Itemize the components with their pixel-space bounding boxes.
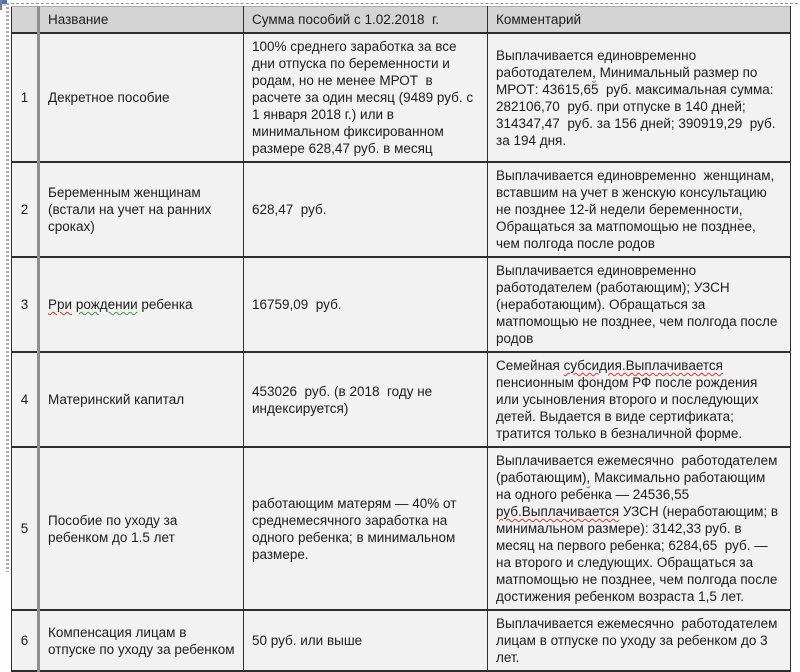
cell-text: Выплачивается единовременно женщинам, вставшим на учет в женскую консультацию не позднее 12-й недели беременности <box>496 168 779 217</box>
benefit-sum-cell[interactable] <box>244 352 488 447</box>
spellcheck-red-text: Рри <box>48 297 73 312</box>
benefit-sum-cell[interactable] <box>244 162 488 257</box>
cell-text: УЗСН (неработающим; в минимальном размере): 3142,33 руб. в месяц на первого ребенка; 6284,65 руб. — на второго и следующих. Обращаться за матпомощью не позднее, чем полгода после достижения ребенком возраста 1,5 лет. <box>496 504 782 604</box>
column-header-sum[interactable]: Сумма пособий с 1.02.2018 г. <box>244 7 488 34</box>
cell-text: ребенка <box>137 297 193 312</box>
cell-text: Беременным женщинам (встали на учет на ранних сроках) <box>48 185 216 234</box>
spellcheck-red-text: субсидия.Выплачивается <box>563 358 723 373</box>
cell-text: Максимально работающим на одного ребенка — 24536,55 <box>496 470 770 502</box>
benefit-comment-cell[interactable] <box>488 352 791 447</box>
cell-text: Обращаться за матпомощью не позднее, чем полгода после родов <box>496 202 760 251</box>
spellcheck-green-text: , <box>592 64 596 80</box>
column-header-number[interactable] <box>12 7 39 34</box>
table-row <box>12 33 791 162</box>
table-move-handle-icon[interactable] <box>0 0 8 10</box>
cell-text: 50 руб. или выше <box>252 633 363 648</box>
benefit-name-cell[interactable] <box>39 162 244 257</box>
spellcheck-red-text: руб.Выплачивается <box>496 504 620 519</box>
row-number-cell[interactable]: 6 <box>12 610 39 671</box>
cell-text: Компенсация лицам в отпуске по уходу за ребенком <box>48 624 235 657</box>
cell-text: Выплачивается ежемесячно работодателем (работающим) <box>496 453 782 485</box>
table-row <box>12 162 791 257</box>
benefit-name-cell[interactable] <box>39 447 244 610</box>
column-header-name[interactable]: Название <box>39 7 244 34</box>
cell-text: Выплачивается единовременно работодателем (работающим); УЗСН (неработающим). Обращаться за матпомощью не позднее, чем полгода после родов <box>496 263 782 346</box>
benefit-comment-cell[interactable] <box>488 162 791 257</box>
cell-text: Пособие по уходу за ребенком до 1.5 лет <box>48 512 182 545</box>
row-number-cell[interactable]: 4 <box>12 352 39 447</box>
cell-text: Минимальный размер по МРОТ: 43615,65 руб. максимальная сумма: 282106,70 руб. при отпуске в 140 дней; 314347,47 руб. за 156 дней; 390919,29 руб. за 194 дня. <box>496 64 780 148</box>
benefit-name-cell[interactable] <box>39 610 244 671</box>
benefit-name-cell[interactable] <box>39 33 244 162</box>
benefit-sum-cell[interactable] <box>244 257 488 352</box>
benefit-sum-cell[interactable] <box>244 447 488 610</box>
table-row <box>12 610 791 671</box>
benefit-comment-cell[interactable] <box>488 257 791 352</box>
spellcheck-green-text: , <box>586 470 591 485</box>
row-number-cell[interactable]: 3 <box>12 257 39 352</box>
cell-text: Декретное пособие <box>48 90 170 105</box>
benefits-table <box>11 6 791 672</box>
cell-text: Семейная <box>496 358 564 373</box>
cell-text: Материнский капитал <box>48 392 185 407</box>
benefit-sum-cell[interactable] <box>244 33 488 162</box>
cell-text: 100% среднего заработка за все дни отпуска по беременности и родам, но не менее МРОТ в расчете за один месяц (9489 руб. с 1 января 2018 г.) или в минимальном фиксированном размере 628,47 руб. в месяц <box>252 39 477 156</box>
row-number-cell[interactable]: 2 <box>12 162 39 257</box>
cell-text: Выплачивается ежемесячно работодателем лицам в отпуске по уходу за ребенком до 3 лет. <box>496 616 782 665</box>
table-header <box>12 7 791 34</box>
benefit-sum-cell[interactable] <box>244 610 488 671</box>
benefit-name-cell[interactable] <box>39 352 244 447</box>
cell-text: пенсионным фондом РФ после рождения или усыновления второго и последующих детей. Выдается в виде сертификата; тратится только в безналичной форме. <box>496 358 763 441</box>
cell-text: 628,47 руб. <box>252 202 327 217</box>
table-row <box>12 352 791 447</box>
header-row <box>12 7 791 34</box>
text-boundary-left <box>6 3 9 572</box>
benefit-comment-cell[interactable] <box>488 33 791 162</box>
cell-text: Выплачивается единовременно работодателем <box>496 47 700 80</box>
column-header-comment[interactable]: Комментарий <box>488 7 791 34</box>
benefits-table-body <box>12 33 791 671</box>
benefit-comment-cell[interactable] <box>488 610 791 671</box>
benefit-comment-cell[interactable] <box>488 447 791 610</box>
spellcheck-green-text: , <box>738 202 743 217</box>
table-row <box>12 447 791 610</box>
cell-text: работающим матерям — 40% от среднемесячного заработка на одного ребенка; в минимальном размере. <box>252 495 461 562</box>
table-row <box>12 257 791 352</box>
spellcheck-green-text: рождении <box>75 297 138 312</box>
cell-text: 453026 руб. (в 2018 году не индексируется) <box>252 383 436 416</box>
row-number-cell[interactable]: 5 <box>12 447 39 610</box>
cell-text: 16759,09 руб. <box>252 297 342 312</box>
row-number-cell[interactable]: 1 <box>12 33 39 162</box>
benefit-name-cell[interactable] <box>39 257 244 352</box>
text-boundary-top <box>6 3 798 4</box>
